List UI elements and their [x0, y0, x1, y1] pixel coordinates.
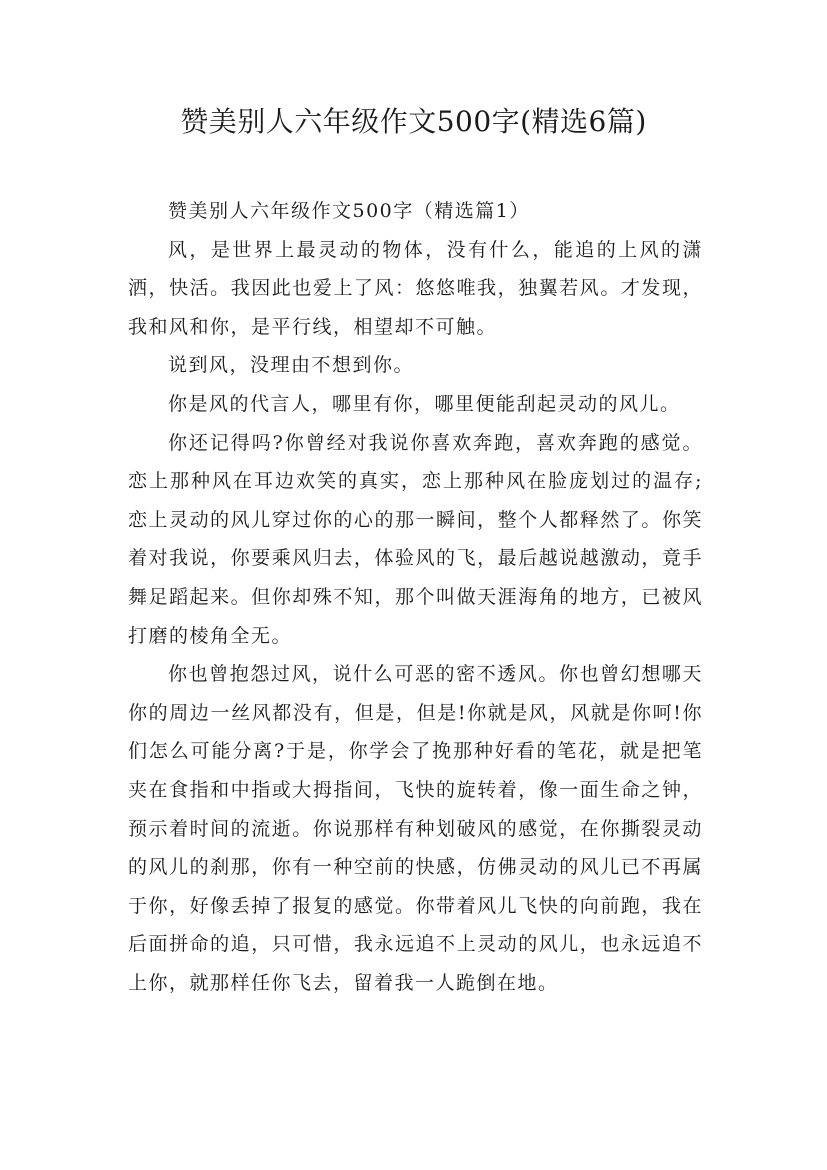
paragraph: 你还记得吗?你曾经对我说你喜欢奔跑，喜欢奔跑的感觉。恋上那种风在耳边欢笑的真实，恋上那种风在脸庞划过的温存;恋上灵动的风儿穿过你的心的那一瞬间，整个人都释然了。你笑着对我说，你要乘风归去，体验风的飞，最后越说越激动，竟手舞足蹈起来。但你却殊不知，那个叫做天涯海角的地方，已被风打磨的棱角全无。	[128, 431, 703, 647]
paragraph: 你也曾抱怨过风，说什么可恶的密不透风。你也曾幻想哪天你的周边一丝风都没有，但是，但是!你就是风，风就是你呵!你们怎么可能分离?于是，你学会了挽那种好看的笔花，就是把笔夹在食指和中指或大拇指间，飞快的旋转着，像一面生命之钟，预示着时间的流逝。你说那样有种划破风的感觉，在你撕裂灵动的风儿的刹那，你有一种空前的快感，仿佛灵动的风儿已不再属于你，好像丢掉了报复的感觉。你带着风儿飞快的向前跑，我在后面拼命的追，只可惜，我永远追不上灵动的风儿，也永远追不上你，就那样任你飞去，留着我一人跪倒在地。	[128, 663, 703, 994]
paragraph: 风，是世界上最灵动的物体，没有什么，能追的上风的潇洒，快活。我因此也爱上了风：悠悠唯我，独翼若风。才发现，我和风和你，是平行线，相望却不可触。	[128, 238, 703, 338]
paragraph: 你是风的代言人，哪里有你，哪里便能刮起灵动的风儿。	[168, 392, 681, 415]
document-body	[128, 192, 703, 1002]
section-heading: 赞美别人六年级作文500字（精选篇1）	[168, 200, 530, 222]
paragraph: 说到风，没理由不想到你。	[168, 354, 415, 377]
document-title: 赞美别人六年级作文500字(精选6篇)	[180, 105, 647, 138]
